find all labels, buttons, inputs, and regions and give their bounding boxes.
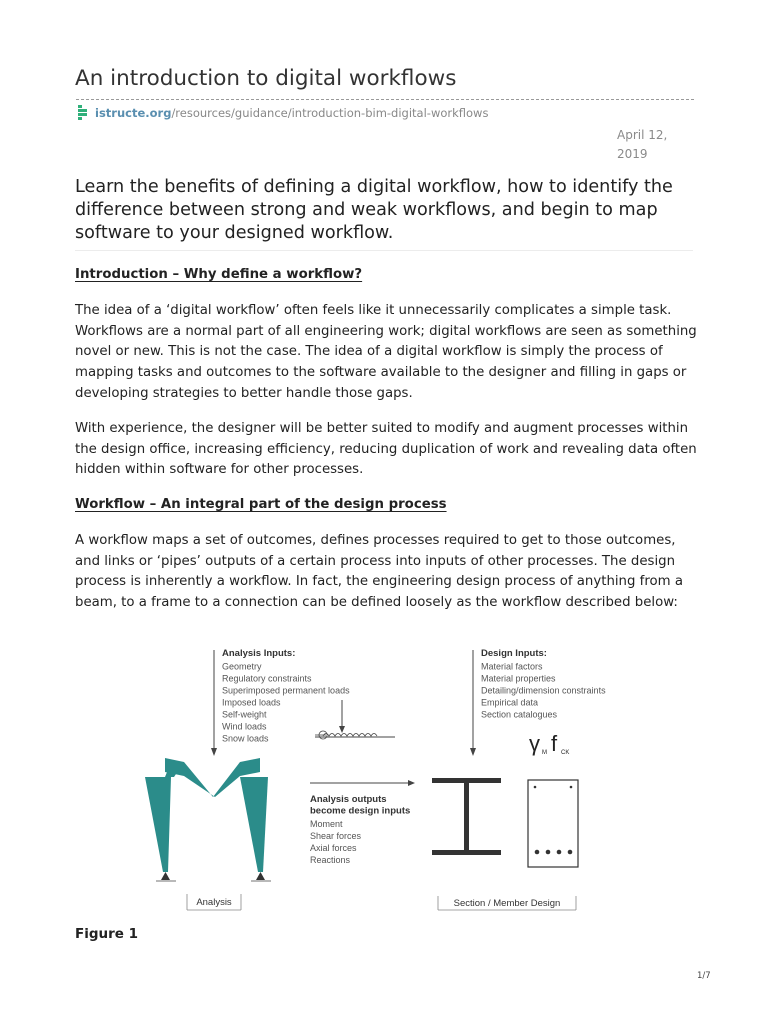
analysis-input-item: Wind loads <box>222 721 267 732</box>
design-input-arrowhead-icon <box>470 748 476 756</box>
outputs-title-line2: become design inputs <box>310 805 411 817</box>
paragraph: The idea of a ‘digital workflow’ often feels like it unnecessarily complicates a simple task. Workflows are a normal part of all engineering work; digital workflows are seen as something novel or new. This is not the case. The idea of a digital workflow is simply the process of mapping tasks and outcomes to the software available to the designer and filling in gaps or developing strategies to better handle those gaps. <box>75 303 697 401</box>
lead-divider <box>75 250 693 251</box>
analysis-input-item: Self-weight <box>222 709 267 720</box>
page-title: An introduction to digital workflows <box>75 66 457 91</box>
title-divider <box>76 99 694 100</box>
publish-date: April 12, 2019 <box>617 128 668 161</box>
output-item: Shear forces <box>310 831 362 841</box>
design-inputs-title: Design Inputs: <box>481 648 547 659</box>
design-label: Section / Member Design <box>453 898 561 909</box>
analysis-input-item: Geometry <box>222 661 262 672</box>
source-path: /resources/guidance/introduction-bim-digital-workflows <box>171 106 489 120</box>
analysis-input-item: Snow loads <box>222 733 269 744</box>
rebar-icon <box>534 786 573 855</box>
analysis-input-item: Imposed loads <box>222 697 281 708</box>
i-beam-section-icon <box>432 778 501 855</box>
section-heading-introduction: Introduction – Why define a workflow? <box>75 267 363 282</box>
design-input-item: Material factors <box>481 661 543 672</box>
outputs-title-line1: Analysis outputs <box>310 794 387 805</box>
design-input-item: Empirical data <box>481 697 539 708</box>
lead-paragraph: Learn the benefits of defining a digital workflow, how to identify the difference between strong and weak workflows, and begin to map software to your designed workflow. <box>75 177 673 243</box>
workflow-figure <box>140 640 630 915</box>
analysis-input-arrowhead-icon <box>211 748 217 756</box>
design-input-item: Detailing/dimension constraints <box>481 685 606 696</box>
load-sketch-icon <box>315 700 395 739</box>
section-heading-workflow: Workflow – An integral part of the design process <box>75 497 447 512</box>
analysis-input-item: Regulatory constraints <box>222 673 312 684</box>
source-url[interactable] <box>95 106 488 120</box>
f-symbol: f <box>551 731 558 756</box>
page-number: 1/7 <box>697 971 711 981</box>
design-input-item: Material properties <box>481 673 556 684</box>
portal-frame-icon <box>145 758 268 872</box>
figure-caption: Figure 1 <box>75 926 139 942</box>
source-domain: istructe.org <box>95 106 172 120</box>
gamma-symbol: γ <box>529 731 540 756</box>
f-subscript: CK <box>561 750 570 756</box>
gamma-subscript: M <box>542 750 547 756</box>
analysis-inputs-title: Analysis Inputs: <box>222 648 296 659</box>
frame-support-icon <box>156 872 271 881</box>
output-item: Axial forces <box>310 843 357 853</box>
analysis-label: Analysis <box>196 897 232 908</box>
output-item: Reactions <box>310 855 351 865</box>
paragraph: A workflow maps a set of outcomes, defines processes required to get to those outcomes, and links or ‘pipes’ outputs of a certain process into inputs of other processes. The design process is inherently a workflow. In fact, the engineering design process of anything from a beam, to a frame to a connection can be defined loosely as the workflow described below: <box>75 533 683 611</box>
output-arrowhead-icon <box>408 780 415 786</box>
paragraph: With experience, the designer will be better suited to modify and augment processes within the design office, increasing efficiency, reducing duplication of work and revealing data often hidden within software for other processes. <box>75 421 697 478</box>
output-item: Moment <box>310 819 343 829</box>
analysis-input-item: Superimposed permanent loads <box>222 685 350 696</box>
istructe-logo-icon <box>78 105 87 120</box>
design-input-item: Section catalogues <box>481 709 558 720</box>
